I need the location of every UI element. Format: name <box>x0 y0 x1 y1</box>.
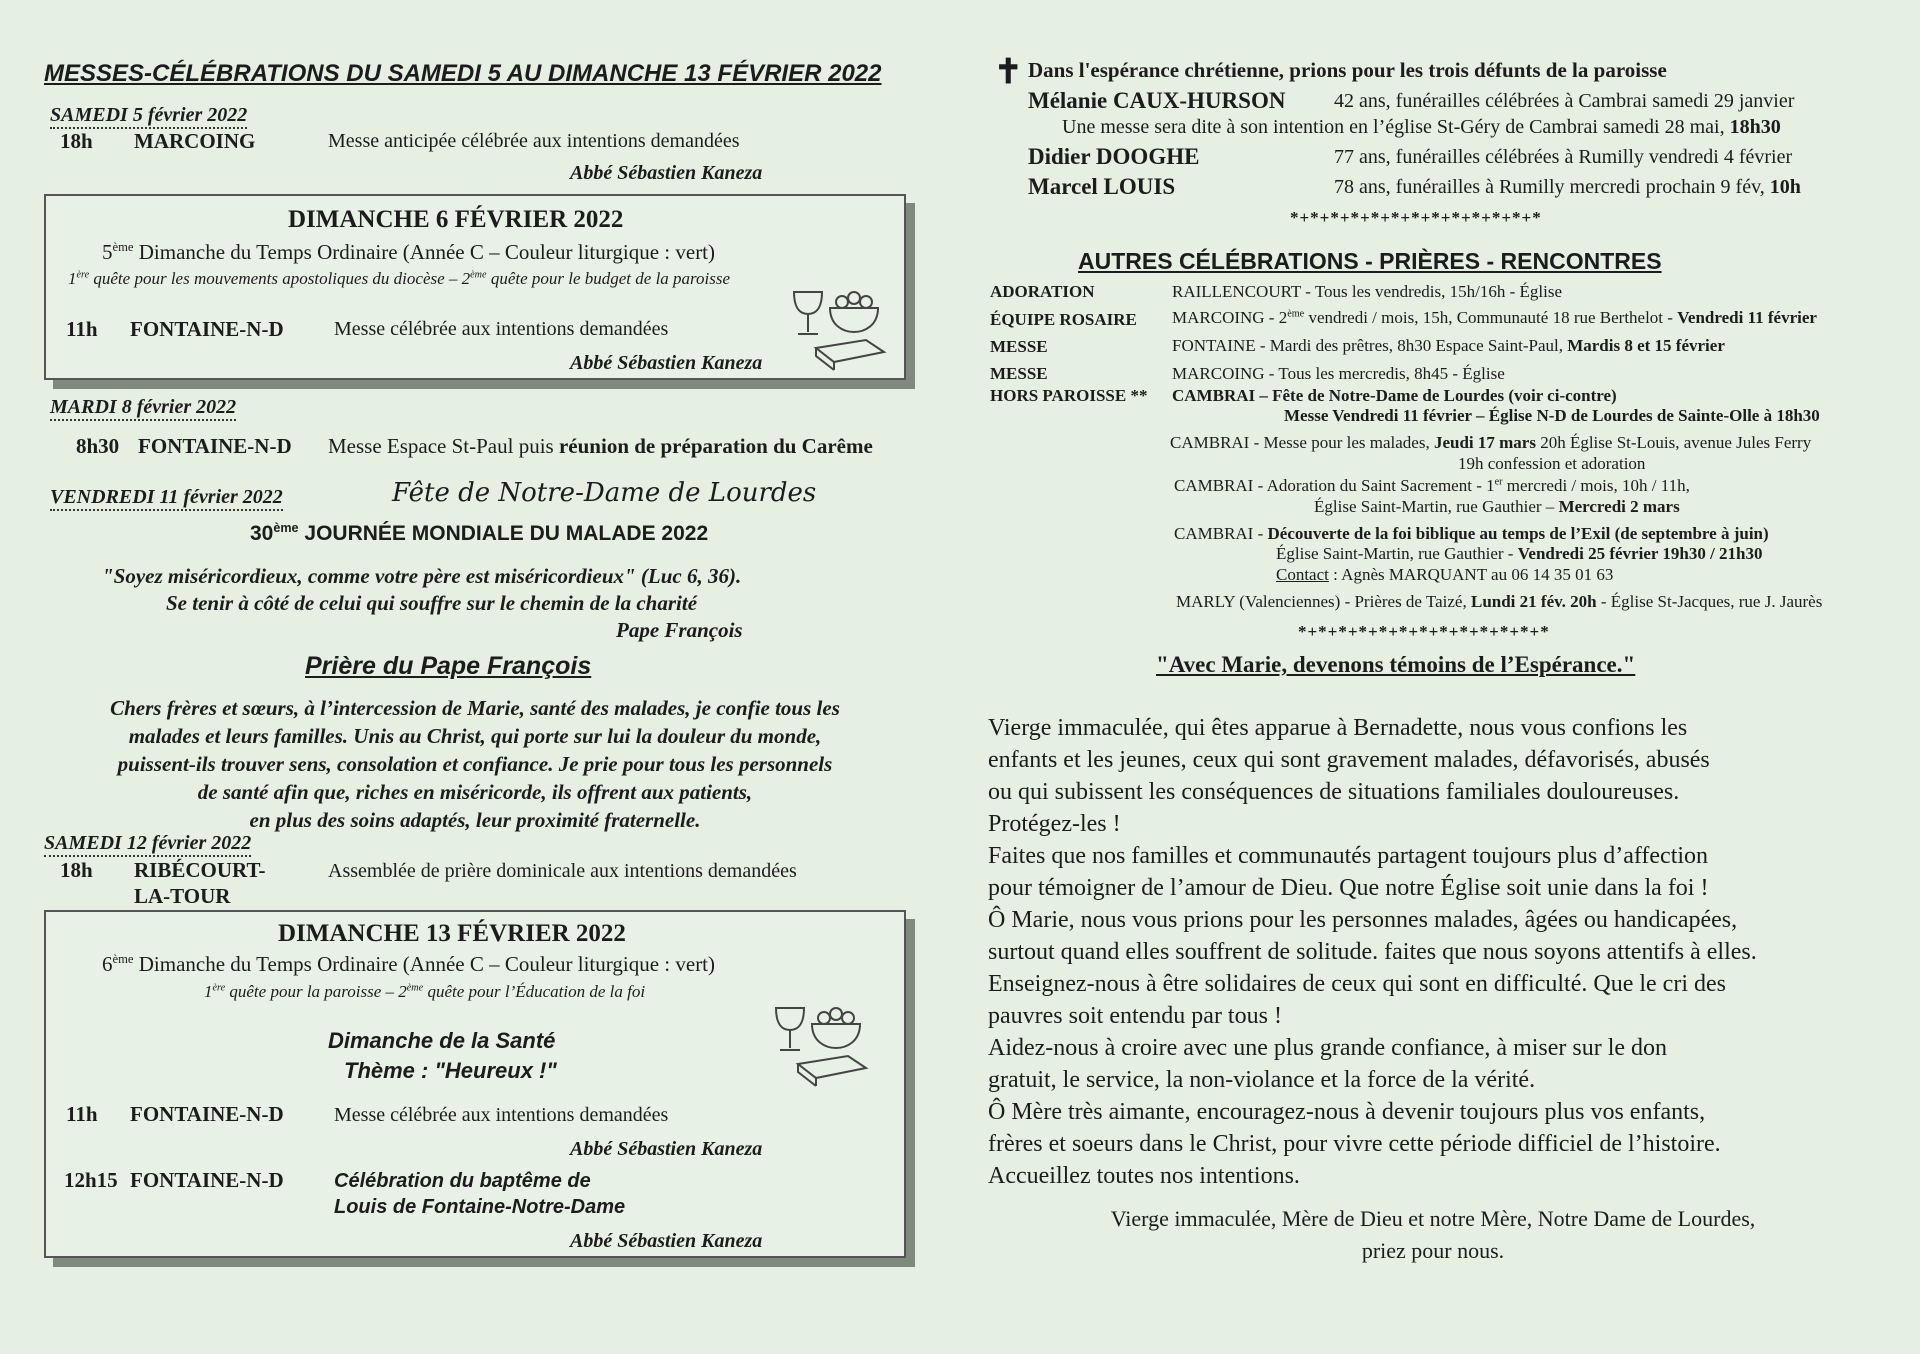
priest-sun13-1: Abbé Sébastien Kaneza <box>570 1138 763 1160</box>
prayer-line: pauvres soit entendu par tous ! <box>988 1003 1282 1029</box>
quote-line2: Se tenir à côté de celui qui souffre sur le chemin de la charité <box>166 591 698 615</box>
text-messe2: MARCOING - Tous les mercredis, 8h45 - Église <box>1172 364 1505 383</box>
prayer-line: Enseignez-nous à être solidaires de ceux qui sont en difficulté. Que le cri des <box>988 971 1726 997</box>
prayer-line: gratuit, le service, la non-violance et la force de la vérité. <box>988 1067 1536 1093</box>
autres-title: AUTRES CÉLÉBRATIONS - PRIÈRES - RENCONTRES <box>1078 248 1662 274</box>
date-sat5: SAMEDI 5 février 2022 <box>50 104 247 129</box>
quetes-sun6: 1ère quête pour les mouvements apostoliques du diocèse – 2ème quête pour le budget de la paroisse <box>68 269 731 288</box>
text-malades-2: 19h confession et adoration <box>1458 454 1646 473</box>
main-heading: MESSES-CÉLÉBRATIONS DU SAMEDI 5 AU DIMANCHE 13 FÉVRIER 2022 <box>44 60 882 87</box>
prayer-line: enfants et les jeunes, ceux qui sont gravement malades, défavorisés, abusés <box>988 747 1710 773</box>
motto: "Avec Marie, devenons témoins de l’Espérance." <box>1156 652 1636 677</box>
time-sun13-1: 11h <box>66 1102 98 1126</box>
separator: *+*+*+*+*+*+*+*+*+*+*+*+* <box>1290 208 1542 227</box>
label-hors-paroisse: HORS PAROISSE ** <box>990 386 1148 405</box>
closing-line1: Vierge immaculée, Mère de Dieu et notre Mère, Notre Dame de Lourdes, <box>1110 1206 1756 1231</box>
subtitle-sun13: 6ème Dimanche du Temps Ordinaire (Année C – Couleur liturgique : vert) <box>102 952 716 976</box>
chalice-bread-icon <box>768 1002 878 1090</box>
prayer-line: Accueillez toutes nos intentions. <box>988 1163 1300 1189</box>
closing-line2: priez pour nous. <box>1361 1238 1505 1263</box>
prayer-line: Ô Mère très aimante, encouragez-nous à devenir toujours plus vos enfants, <box>988 1099 1706 1125</box>
label-messe: MESSE <box>990 337 1048 356</box>
deceased-info: 77 ans, funérailles célébrées à Rumilly vendredi 4 février <box>1334 146 1793 168</box>
desc-sun13-2b: Louis de Fontaine-Notre-Dame <box>334 1196 626 1218</box>
deceased-info: 78 ans, funérailles à Rumilly mercredi prochain 9 fév, 10h <box>1334 176 1801 198</box>
quetes-sun13: 1ère quête pour la paroisse – 2ème quête pour l’Éducation de la foi <box>204 982 646 1001</box>
text-decouverte-2: Église Saint-Martin, rue Gauthier - Vendredi 25 février 19h30 / 21h30 <box>1276 544 1763 563</box>
text-adoration: RAILLENCOURT - Tous les vendredis, 15h/16h - Église <box>1172 282 1563 301</box>
prayer-title: Prière du Pape François <box>305 652 592 680</box>
deceased-name: Didier DOOGHE <box>1028 144 1200 169</box>
sunday13-box <box>44 910 906 1258</box>
label-adoration: ADORATION <box>990 282 1095 301</box>
cross-icon: ✝ <box>994 54 1023 91</box>
place-sat5: MARCOING <box>134 129 256 153</box>
text-adoration-sacrement-2: Église Saint-Martin, rue Gauthier – Mercredi 2 mars <box>1314 497 1680 516</box>
deceased-info: 42 ans, funérailles célébrées à Cambrai samedi 29 janvier <box>1334 90 1795 112</box>
prayer-line: surtout quand elles souffrent de solitude. faites que nous soyons attentifs à elles. <box>988 939 1757 965</box>
separator: *+*+*+*+*+*+*+*+*+*+*+*+* <box>1298 622 1550 641</box>
priest-sat5: Abbé Sébastien Kaneza <box>570 162 763 184</box>
date-sat12: SAMEDI 12 février 2022 <box>44 832 251 857</box>
prayer-line: Ô Marie, nous vous prions pour les personnes malades, âgées ou handicapées, <box>988 907 1738 933</box>
theme-line2: Thème : "Heureux !" <box>344 1058 557 1083</box>
prayer-line: pour témoigner de l’amour de Dieu. Que notre Église soit unie dans la foi ! <box>988 875 1709 901</box>
prayer-line: frères et soeurs dans le Christ, pour vivre cette période difficiel de l’histoire. <box>988 1131 1721 1157</box>
prayer-line: ou qui subissent les conséquences de situations familiales douloureuses. <box>988 779 1680 805</box>
place-sun13-2: FONTAINE-N-D <box>130 1168 284 1192</box>
pope-prayer-line: malades et leurs familles. Unis au Christ, qui porte sur lui la douleur du monde, <box>128 724 822 748</box>
feast-lourdes: Fête de Notre-Dame de Lourdes <box>392 478 817 508</box>
date-tue8: MARDI 8 février 2022 <box>50 396 236 421</box>
deceased-name: Marcel LOUIS <box>1028 174 1176 199</box>
date-sun6: DIMANCHE 6 FÉVRIER 2022 <box>288 206 624 233</box>
text-malades: CAMBRAI - Messe pour les malades, Jeudi 17 mars 20h Église St-Louis, avenue Jules Ferry <box>1170 433 1812 452</box>
text-hors-line1: CAMBRAI – Fête de Notre-Dame de Lourdes (voir ci-contre) <box>1172 386 1617 405</box>
quote-author: Pape François <box>616 618 743 642</box>
prayer-line: Vierge immaculée, qui êtes apparue à Bernadette, nous vous confions les <box>988 715 1688 741</box>
text-marly: MARLY (Valenciennes) - Prières de Taizé, Lundi 21 fév. 20h - Église St-Jacques, rue J. Jaurès <box>1176 592 1823 611</box>
label-messe2: MESSE <box>990 364 1048 383</box>
desc-tue8: Messe Espace St-Paul puis réunion de préparation du Carême <box>328 434 873 458</box>
place-sun6: FONTAINE-N-D <box>130 317 284 341</box>
pope-prayer-line: Chers frères et sœurs, à l’intercession de Marie, santé des malades, je confie tous les <box>110 696 840 720</box>
place-sun13-1: FONTAINE-N-D <box>130 1102 284 1126</box>
deceased-note: Une messe sera dite à son intention en l’église St-Géry de Cambrai samedi 28 mai, 18h30 <box>1062 116 1781 138</box>
theme-line1: Dimanche de la Santé <box>328 1028 556 1053</box>
text-messe: FONTAINE - Mardi des prêtres, 8h30 Espace Saint-Paul, Mardis 8 et 15 février <box>1172 336 1725 355</box>
prayer-line: Aidez-nous à croire avec une plus grande confiance, à miser sur le don <box>988 1035 1668 1061</box>
text-hors-line2: Messe Vendredi 11 février – Église N-D de Lourdes de Sainte-Olle à 18h30 <box>1284 406 1820 425</box>
pope-prayer-line: en plus des soins adaptés, leur proximité fraternelle. <box>249 808 701 832</box>
desc-sun13-2a: Célébration du baptême de <box>334 1170 591 1192</box>
time-sun13-2: 12h15 <box>64 1168 118 1192</box>
pope-prayer-line: de santé afin que, riches en miséricorde, ils offrent aux patients, <box>197 780 753 804</box>
sunday6-box <box>44 194 906 380</box>
virgin-prayer <box>988 712 1878 1192</box>
desc-sun6: Messe célébrée aux intentions demandées <box>334 318 669 340</box>
journee-malade: 30ème JOURNÉE MONDIALE DU MALADE 2022 <box>250 521 709 545</box>
place-tue8: FONTAINE-N-D <box>138 434 292 458</box>
quote-line1: "Soyez miséricordieux, comme votre père est miséricordieux" (Luc 6, 36). <box>102 564 742 588</box>
priest-sun6: Abbé Sébastien Kaneza <box>570 352 763 374</box>
time-sun6: 11h <box>66 317 98 341</box>
priest-sun13-2: Abbé Sébastien Kaneza <box>570 1230 763 1252</box>
prayer-line: Protégez-les ! <box>988 811 1121 837</box>
chalice-bread-icon <box>786 286 896 374</box>
subtitle-sun6: 5ème Dimanche du Temps Ordinaire (Année C – Couleur liturgique : vert) <box>102 240 716 264</box>
place-sat12-line1: RIBÉCOURT- <box>134 858 266 882</box>
text-rosaire: MARCOING - 2ème vendredi / mois, 15h, Communauté 18 rue Berthelot - Vendredi 11 février <box>1172 308 1817 327</box>
text-adoration-sacrement: CAMBRAI - Adoration du Saint Sacrement - 1er mercredi / mois, 10h / 11h, <box>1174 476 1690 495</box>
time-tue8: 8h30 <box>76 434 120 458</box>
text-contact: Contact : Agnès MARQUANT au 06 14 35 01 63 <box>1276 565 1614 584</box>
place-sat12-line2: LA-TOUR <box>134 884 231 908</box>
prayer-line: Faites que nos familles et communautés partagent toujours plus d’affection <box>988 843 1709 869</box>
text-decouverte: CAMBRAI - Découverte de la foi biblique au temps de l’Exil (de septembre à juin) <box>1174 524 1769 543</box>
deceased-name: Mélanie CAUX-HURSON <box>1028 88 1286 113</box>
date-sun13: DIMANCHE 13 FÉVRIER 2022 <box>278 920 626 947</box>
date-fri11: VENDREDI 11 février 2022 <box>50 486 283 511</box>
time-sat12: 18h <box>60 858 93 882</box>
desc-sun13-1: Messe célébrée aux intentions demandées <box>334 1104 669 1126</box>
label-rosaire: ÉQUIPE ROSAIRE <box>990 310 1137 329</box>
pope-prayer-line: puissent-ils trouver sens, consolation et confiance. Je prie pour tous les personnels <box>117 752 833 776</box>
desc-sat12: Assemblée de prière dominicale aux intentions demandées <box>328 860 797 882</box>
desc-sat5: Messe anticipée célébrée aux intentions demandées <box>328 130 740 152</box>
pope-prayer <box>44 694 906 834</box>
deceased-intro: Dans l'espérance chrétienne, prions pour les trois défunts de la paroisse <box>1028 58 1667 82</box>
time-sat5: 18h <box>60 129 93 153</box>
